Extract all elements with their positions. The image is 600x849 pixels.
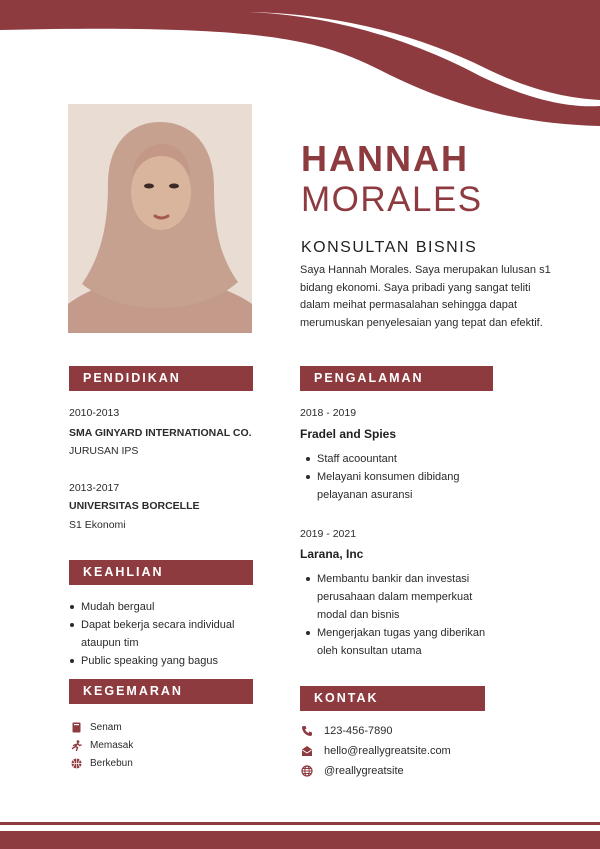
education-major: JURUSAN IPS: [69, 445, 139, 457]
list-item: Dapat bekerja secara individual ataupun tim: [67, 616, 257, 652]
list-item: Staff acoountant: [303, 450, 503, 468]
phone-icon: [301, 725, 313, 737]
phone-number[interactable]: 123-456-7890: [324, 725, 393, 737]
list-item: Mudah bergaul: [67, 598, 257, 616]
contact-list: [301, 721, 451, 781]
profile-summary: Saya Hannah Morales. Saya merupakan lulusan s1 bidang ekonomi. Saya pribadi yang sangat teliti dalam meihat permasalahan sehingga dapat merumuskan penyelesaian yang tepat dan efektif.: [300, 264, 551, 329]
mail-icon: [301, 745, 313, 757]
list-item: [71, 718, 133, 736]
experience-tasks: [303, 570, 503, 660]
education-years: 2013-2017: [69, 482, 120, 494]
first-name: HANNAH: [301, 138, 469, 179]
contact-phone: [301, 721, 451, 741]
hobby-label: Senam: [90, 721, 122, 733]
list-item: [71, 754, 133, 772]
list-item: Public speaking yang bagus: [67, 652, 257, 670]
experience-years: 2019 - 2021: [300, 528, 357, 540]
email-address[interactable]: hello@reallygreatsite.com: [324, 745, 451, 757]
contact-email: [301, 741, 451, 761]
hobbies-section-title: KEGEMARAN: [69, 679, 253, 704]
basketball-icon: [71, 758, 82, 769]
globe-icon: [301, 765, 313, 777]
list-item: Membantu bankir dan investasi perusahaan dalam memperkuat modal dan bisnis: [303, 570, 503, 624]
education-school: SMA GINYARD INTERNATIONAL CO.: [69, 427, 252, 439]
experience-years: 2018 - 2019: [300, 407, 357, 419]
bottom-band-decoration: [0, 822, 600, 849]
experience-company: Larana, Inc: [300, 547, 364, 561]
hobbies-list: [71, 718, 133, 772]
book-icon: [71, 722, 82, 733]
hobby-label: Memasak: [90, 739, 134, 751]
social-handle[interactable]: @reallygreatsite: [324, 765, 404, 777]
contact-social: [301, 761, 451, 781]
experience-section-title: PENGALAMAN: [300, 366, 493, 391]
contact-section-title: KONTAK: [300, 686, 485, 711]
skills-section-title: KEAHLIAN: [69, 560, 253, 585]
experience-tasks: [303, 450, 503, 504]
education-school: UNIVERSITAS BORCELLE: [69, 500, 200, 512]
list-item: Melayani konsumen dibidang pelayanan asuransi: [303, 468, 503, 504]
education-section-title: PENDIDIKAN: [69, 366, 253, 391]
list-item: [71, 736, 133, 754]
list-item: Mengerjakan tugas yang diberikan oleh konsultan utama: [303, 624, 503, 660]
hobby-label: Berkebun: [90, 757, 133, 769]
last-name: MORALES: [301, 180, 483, 219]
experience-company: Fradel and Spies: [300, 427, 397, 441]
education-years: 2010-2013: [69, 407, 120, 419]
skills-list: [67, 598, 257, 670]
job-title: KONSULTAN BISNIS: [301, 239, 478, 256]
profile-photo: [68, 104, 252, 333]
education-major: S1 Ekonomi: [69, 519, 126, 531]
running-person-icon: [71, 740, 82, 751]
